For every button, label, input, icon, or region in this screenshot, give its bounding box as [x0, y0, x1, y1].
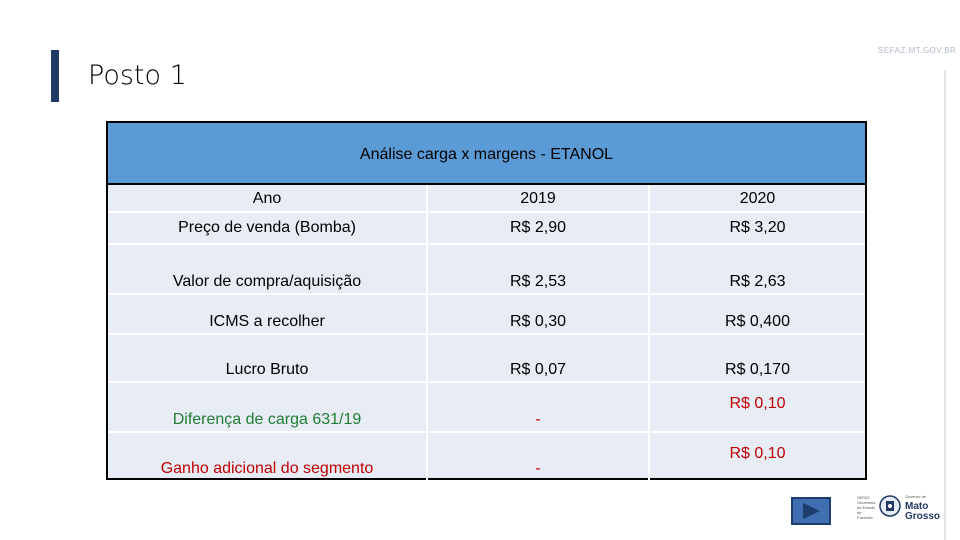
table-row — [108, 381, 865, 431]
table-header-row — [108, 185, 865, 211]
logo-top-text: Governo de — [905, 494, 926, 499]
value-2020: R$ 3,20 — [729, 219, 786, 236]
value-2020: R$ 0,10 — [729, 444, 786, 462]
value-2019: R$ 2,53 — [428, 245, 650, 293]
page-title: Posto 1 — [88, 60, 187, 91]
value-2020: R$ 2,63 — [729, 273, 786, 290]
etanol-analysis-table — [106, 121, 867, 480]
value-2019: R$ 0,07 — [428, 335, 650, 381]
row-label: Ganho adicional do segmento — [108, 433, 428, 480]
right-divider — [944, 70, 946, 540]
value-2019: R$ 0,30 — [428, 295, 650, 333]
row-label: Valor de compra/aquisição — [108, 245, 428, 293]
table-caption-row — [108, 123, 865, 185]
table-row — [108, 431, 865, 480]
row-label: Preço de venda (Bomba) — [108, 213, 428, 243]
logo-line-2: Grosso — [905, 511, 941, 522]
title-accent-bar — [51, 50, 59, 102]
value-2019: - — [428, 383, 650, 431]
table-row — [108, 293, 865, 333]
sefaz-logo-text: SEFAZ Secretaria de Estado de Fazenda — [857, 494, 876, 520]
value-2020: R$ 0,400 — [725, 313, 790, 330]
column-header-ano: Ano — [108, 185, 428, 211]
column-header-2019: 2019 — [428, 185, 650, 211]
logo-line-1: Mato — [905, 501, 929, 512]
site-url: SEFAZ.MT.GOV.BR — [878, 46, 957, 55]
table-row — [108, 243, 865, 293]
table-row — [108, 211, 865, 243]
value-2020: R$ 0,10 — [729, 395, 786, 412]
value-2019: - — [428, 433, 650, 480]
mato-grosso-logo — [857, 490, 941, 524]
row-label: Lucro Bruto — [108, 335, 428, 381]
row-label: Diferença de carga 631/19 — [108, 383, 428, 431]
value-2020: R$ 0,170 — [725, 361, 790, 378]
coat-of-arms-icon — [879, 494, 901, 520]
next-slide-button[interactable] — [791, 497, 831, 525]
table-caption: Análise carga x margens - ETANOL — [359, 146, 614, 163]
next-slide-icon — [800, 502, 822, 520]
table-row — [108, 333, 865, 381]
column-header-2020: 2020 — [739, 190, 776, 207]
row-label: ICMS a recolher — [108, 295, 428, 333]
value-2019: R$ 2,90 — [428, 213, 650, 243]
